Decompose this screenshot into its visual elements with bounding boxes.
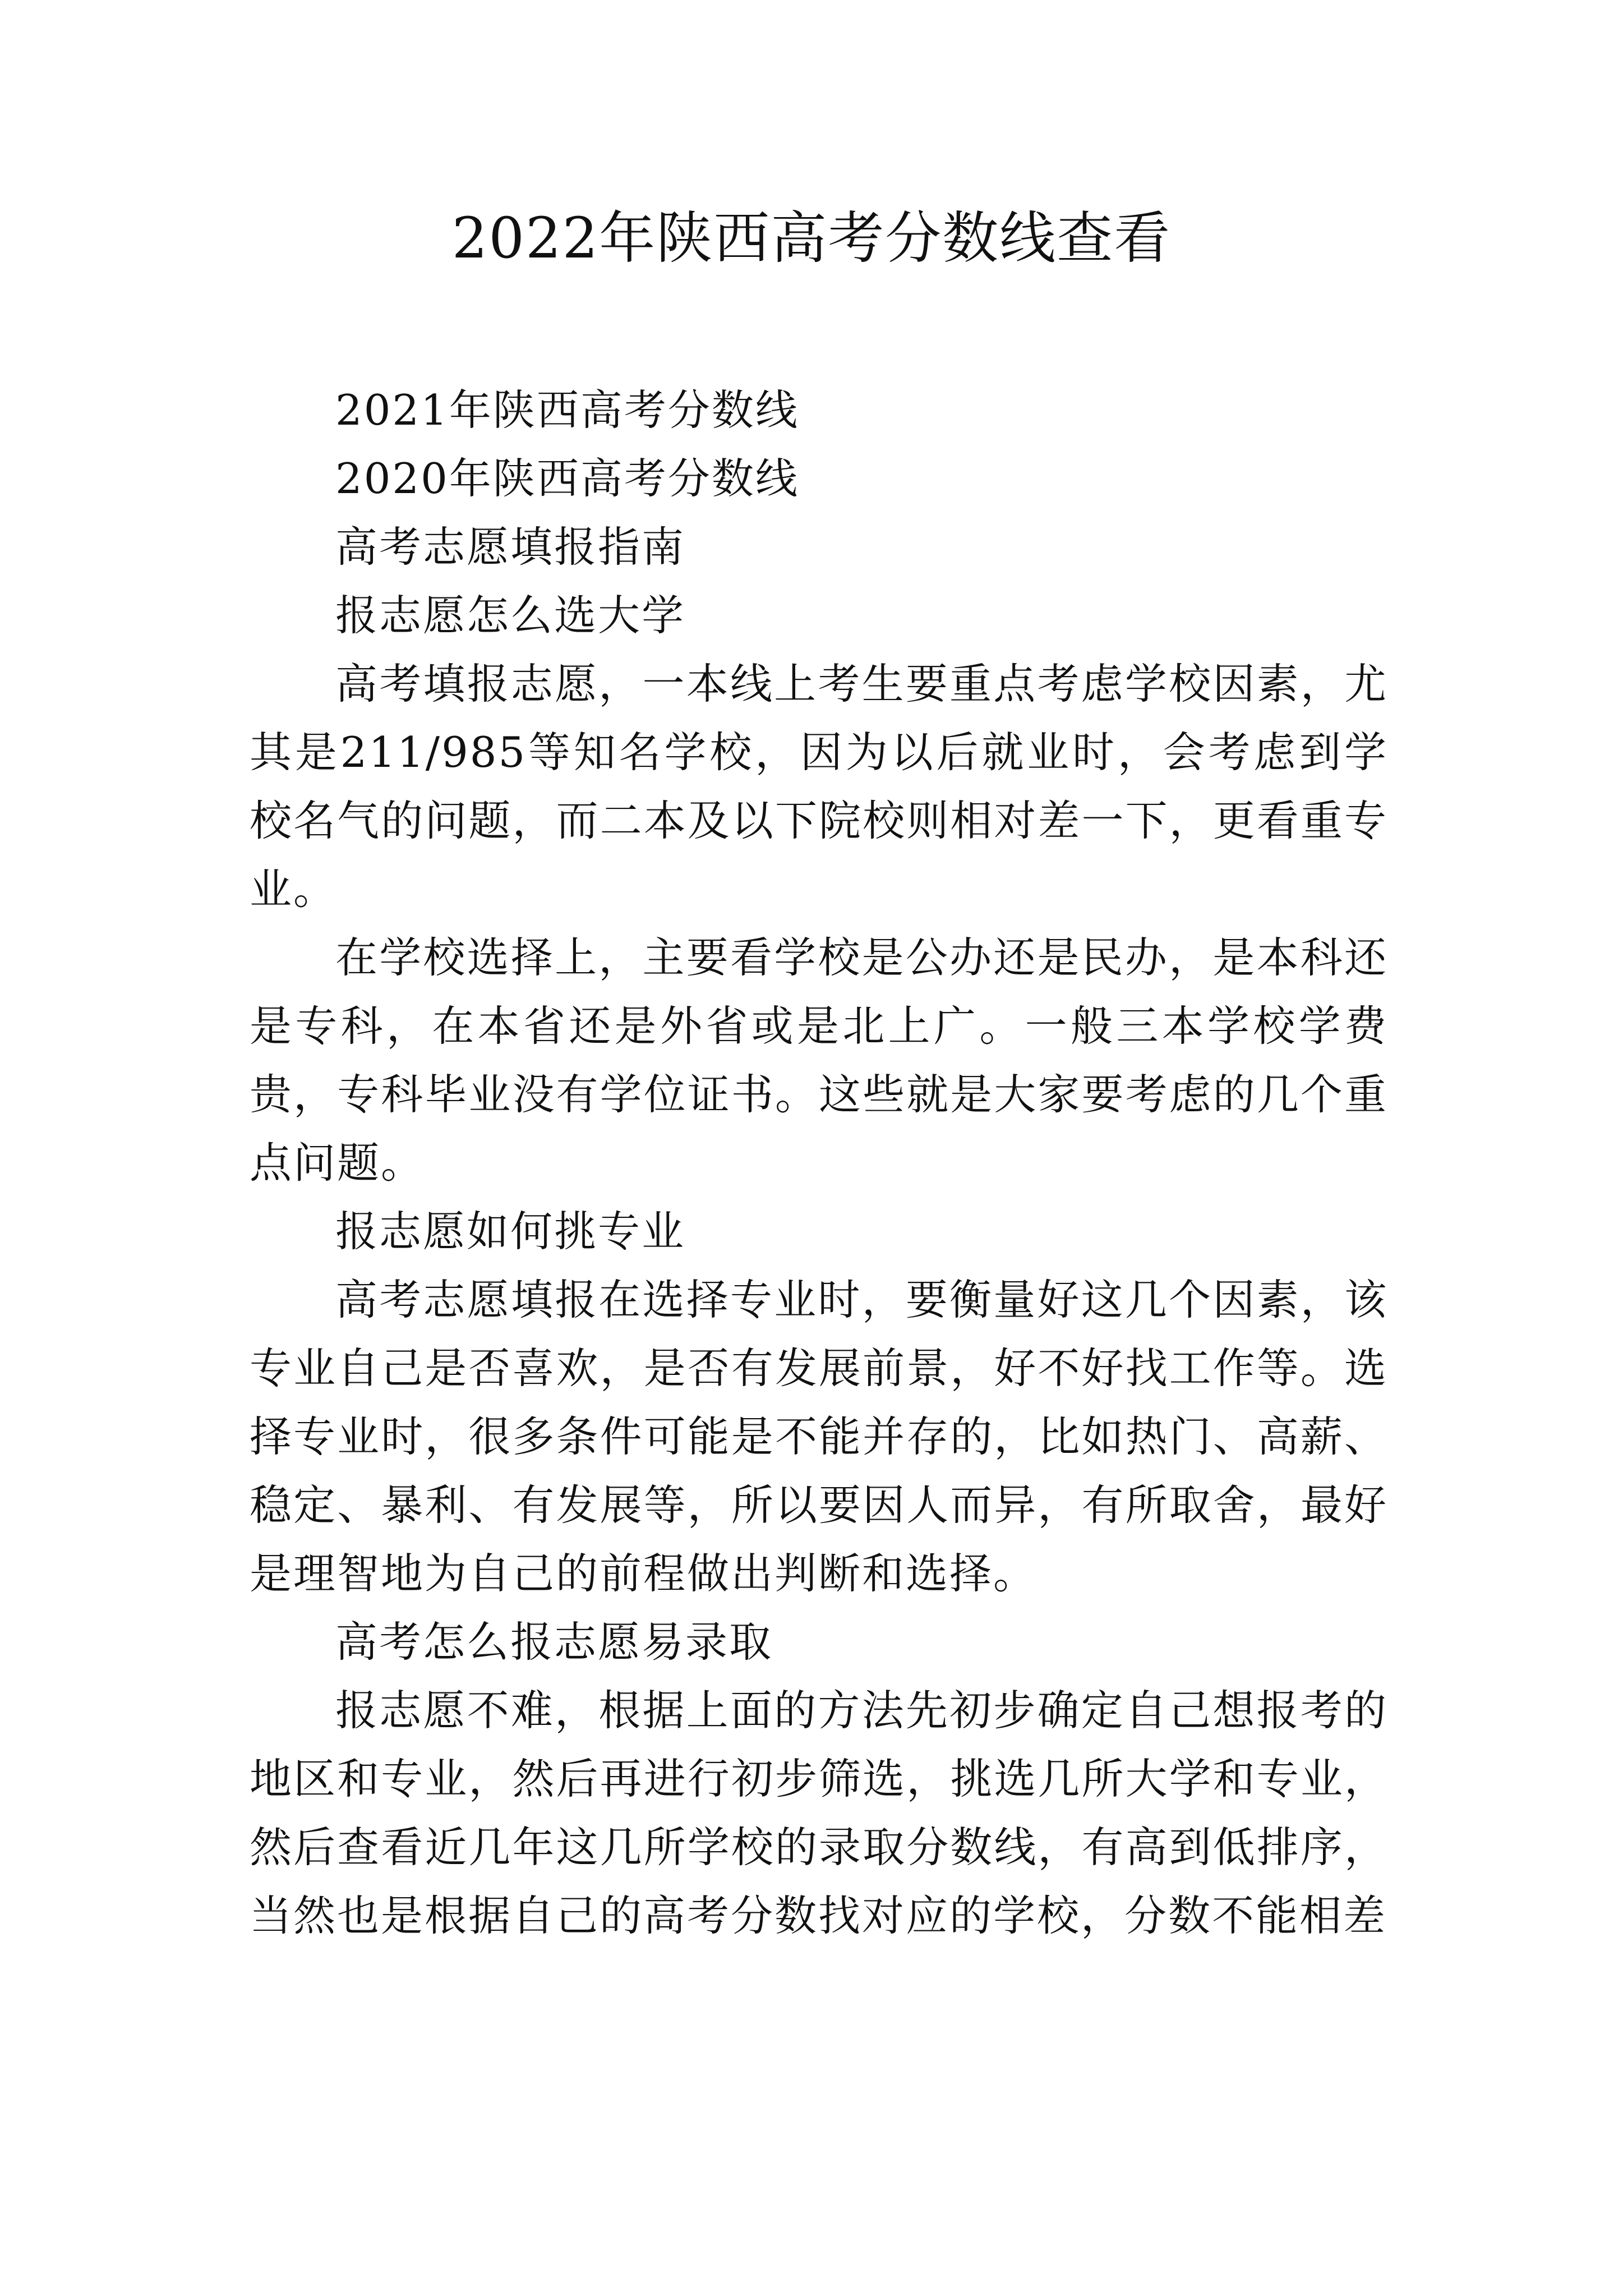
page-title: 2022年陕西高考分数线查看: [451, 205, 1172, 271]
paragraph-school-factors: 高考填报志愿，一本线上考生要重点考虑学校因素，尤其是211/985等知名学校，因为以后就业时，会考虑到学校名气的问题，而二本及以下院校则相对差一下，更看重专业。: [250, 659, 1388, 914]
paragraph-school-selection: 在学校选择上，主要看学校是公办还是民办，是本科还是专科，在本省还是外省或是北上广。一般三本学校学费贵，专科毕业没有学位证书。这些就是大家要考虑的几个重点问题。: [250, 933, 1388, 1188]
paragraph-admission-method: 报志愿不难，根据上面的方法先初步确定自己想报考的地区和专业，然后再进行初步筛选，挑选几所大学和专业，然后查看近几年这几所学校的录取分数线，有高到低排序，当然也是根据自己的高考分数找对应的学校，分数不能相差: [250, 1686, 1388, 1940]
heading-choose-major: 报志愿如何挑专业: [335, 1207, 686, 1256]
link-2021-scores: 2021年陕西高考分数线: [335, 385, 799, 435]
heading-easy-admission: 高考怎么报志愿易录取: [335, 1617, 773, 1667]
heading-application-guide: 高考志愿填报指南: [335, 522, 686, 572]
heading-choose-university: 报志愿怎么选大学: [335, 591, 686, 640]
document-body: [250, 376, 1388, 1950]
paragraph-major-factors: 高考志愿填报在选择专业时，要衡量好这几个因素，该专业自己是否喜欢，是否有发展前景，好不好找工作等。选择专业时，很多条件可能是不能并存的，比如热门、高薪、稳定、暴利、有发展等，所以要因人而异，有所取舍，最好是理智地为自己的前程做出判断和选择。: [250, 1275, 1388, 1598]
link-2020-scores: 2020年陕西高考分数线: [335, 454, 799, 503]
